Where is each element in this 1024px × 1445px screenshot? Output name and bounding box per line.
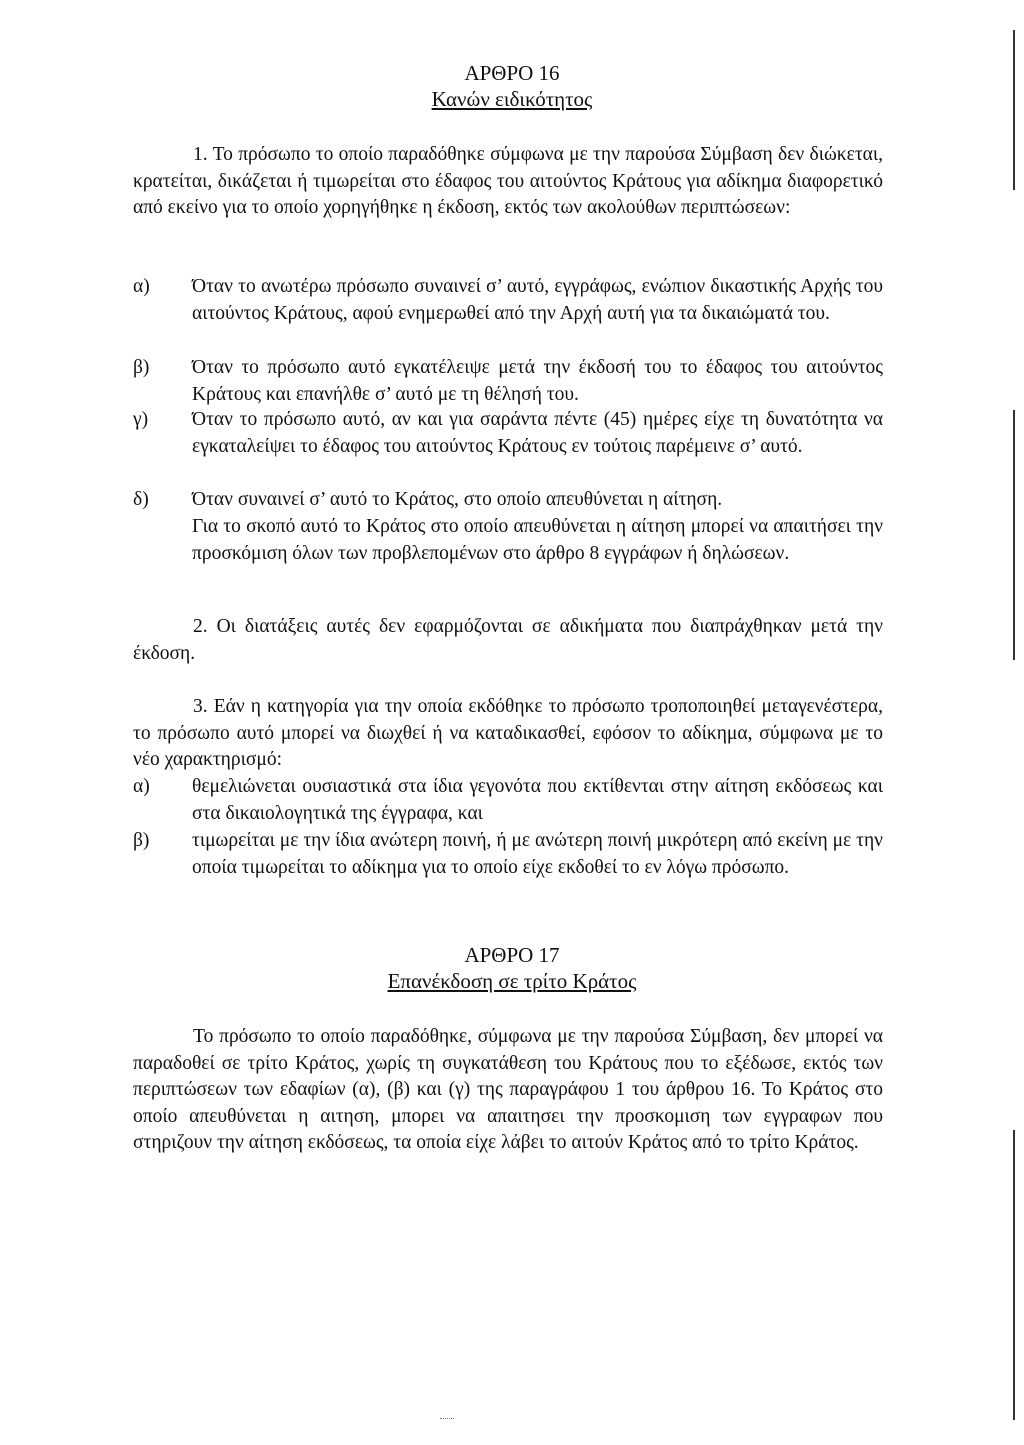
- article-16-paragraph-3: 3. Εάν η κατηγορία για την οποία εκδόθηκε το πρόσωπο τροποποιηθεί μεταγενέστερα, το πρόσωπο αυτό μπορεί να διωχθεί ή να καταδικασθεί, εφόσον το αδίκημα, σύμφωνα με το νέο χαρακτηρισμό:: [133, 696, 883, 770]
- item-marker: α): [133, 776, 150, 797]
- article-17-heading: [0, 942, 1024, 994]
- article-16-number: ΑΡΘΡΟ 16: [464, 61, 560, 85]
- article-16-heading: [0, 60, 1024, 112]
- article-16-item-c: [133, 407, 883, 460]
- article-16-item-a: [133, 274, 883, 327]
- scan-smudge: [440, 1418, 454, 1421]
- item-marker: β): [133, 830, 150, 851]
- item-marker: δ): [133, 489, 149, 510]
- item-marker: γ): [133, 409, 149, 430]
- article-17-paragraph-1: Το πρόσωπο το οποίο παραδόθηκε, σύμφωνα με την παρούσα Σύμβαση, δεν μπορεί να παραδοθεί σε τρίτο Κράτος, χωρίς τη συγκατάθεση του Κράτους που το εξέδωσε, εκτός των περιπτώσεων των εδαφίων (α), (β) και (γ) της παραγράφου 1 του άρθρου 16. Το Κράτος στο οποίο απευθύνεται η αιτηση, μπορει να απαιτησει την προσκομιση των εγγραφων που στηριζουν την αίτηση εκδόσεως, τα οποία είχε λάβει το αιτούν Κράτος από το τρίτο Κράτος.: [133, 1026, 883, 1153]
- article-17-title: Επανέκδοση σε τρίτο Κράτος: [387, 969, 637, 993]
- scan-edge-line: [1013, 1130, 1015, 1420]
- article-16-item-d: [133, 487, 883, 514]
- item-text: τιμωρείται με την ίδια ανώτερη ποινή, ή με ανώτερη ποινή μικρότερη από εκείνη με την οποία τιμωρείται το αδίκημα για το οποίο είχε εκδοθεί το εν λόγω πρόσωπο.: [192, 830, 883, 878]
- article-16-paragraph-3-item-a: [133, 774, 883, 827]
- item-text: Όταν συναινεί σ’ αυτό το Κράτος, στο οποίο απευθύνεται η αίτηση.: [192, 489, 723, 510]
- item-text: Όταν το πρόσωπο αυτό, αν και για σαράντα πέντε (45) ημέρες είχε τη δυνατότητα να εγκαταλείψει το έδαφος του αιτούντος Κράτους εν τούτοις παρέμεινε σ’ αυτό.: [192, 409, 883, 457]
- article-17-number: ΑΡΘΡΟ 17: [464, 943, 560, 967]
- item-marker: β): [133, 357, 150, 378]
- article-16-paragraph-2: 2. Οι διατάξεις αυτές δεν εφαρμόζονται σε αδικήματα που διαπράχθηκαν μετά την έκδοση.: [133, 616, 883, 664]
- item-text: Όταν το πρόσωπο αυτό εγκατέλειψε μετά την έκδοσή του το έδαφος του αιτούντος Κράτους και επανήλθε σ’ αυτό με τη θέλησή του.: [192, 357, 883, 405]
- article-16-paragraph-1-continuation: Για το σκοπό αυτό το Κράτος στο οποίο απευθύνεται η αίτηση μπορεί να απαιτήσει την προσκόμιση όλων των προβλεπομένων στο άρθρο 8 εγγράφων ή δηλώσεων.: [192, 516, 883, 564]
- item-text: θεμελιώνεται ουσιαστικά στα ίδια γεγονότα που εκτίθενται στην αίτηση εκδόσεως και στα δικαιολογητικά της έγγραφα, και: [192, 776, 883, 824]
- item-text: Όταν το ανωτέρω πρόσωπο συναινεί σ’ αυτό, εγγράφως, ενώπιον δικαστικής Αρχής του αιτούντος Κράτους, αφού ενημερωθεί από την Αρχή αυτή για τα δικαιώματά του.: [192, 276, 883, 324]
- article-16-item-b: [133, 355, 883, 408]
- article-16-title: Κανών ειδικότητος: [431, 87, 593, 111]
- item-marker: α): [133, 276, 150, 297]
- article-16-paragraph-3-item-b: [133, 828, 883, 881]
- scan-edge-line: [1013, 410, 1015, 660]
- article-16-paragraph-1: 1. Το πρόσωπο το οποίο παραδόθηκε σύμφωνα με την παρούσα Σύμβαση δεν διώκεται, κρατείται, δικάζεται ή τιμωρείται στο έδαφος του αιτούντος Κράτους για αδίκημα διαφορετικό από εκείνο για το οποίο χορηγήθηκε η έκδοση, εκτός των ακολούθων περιπτώσεων:: [133, 144, 883, 218]
